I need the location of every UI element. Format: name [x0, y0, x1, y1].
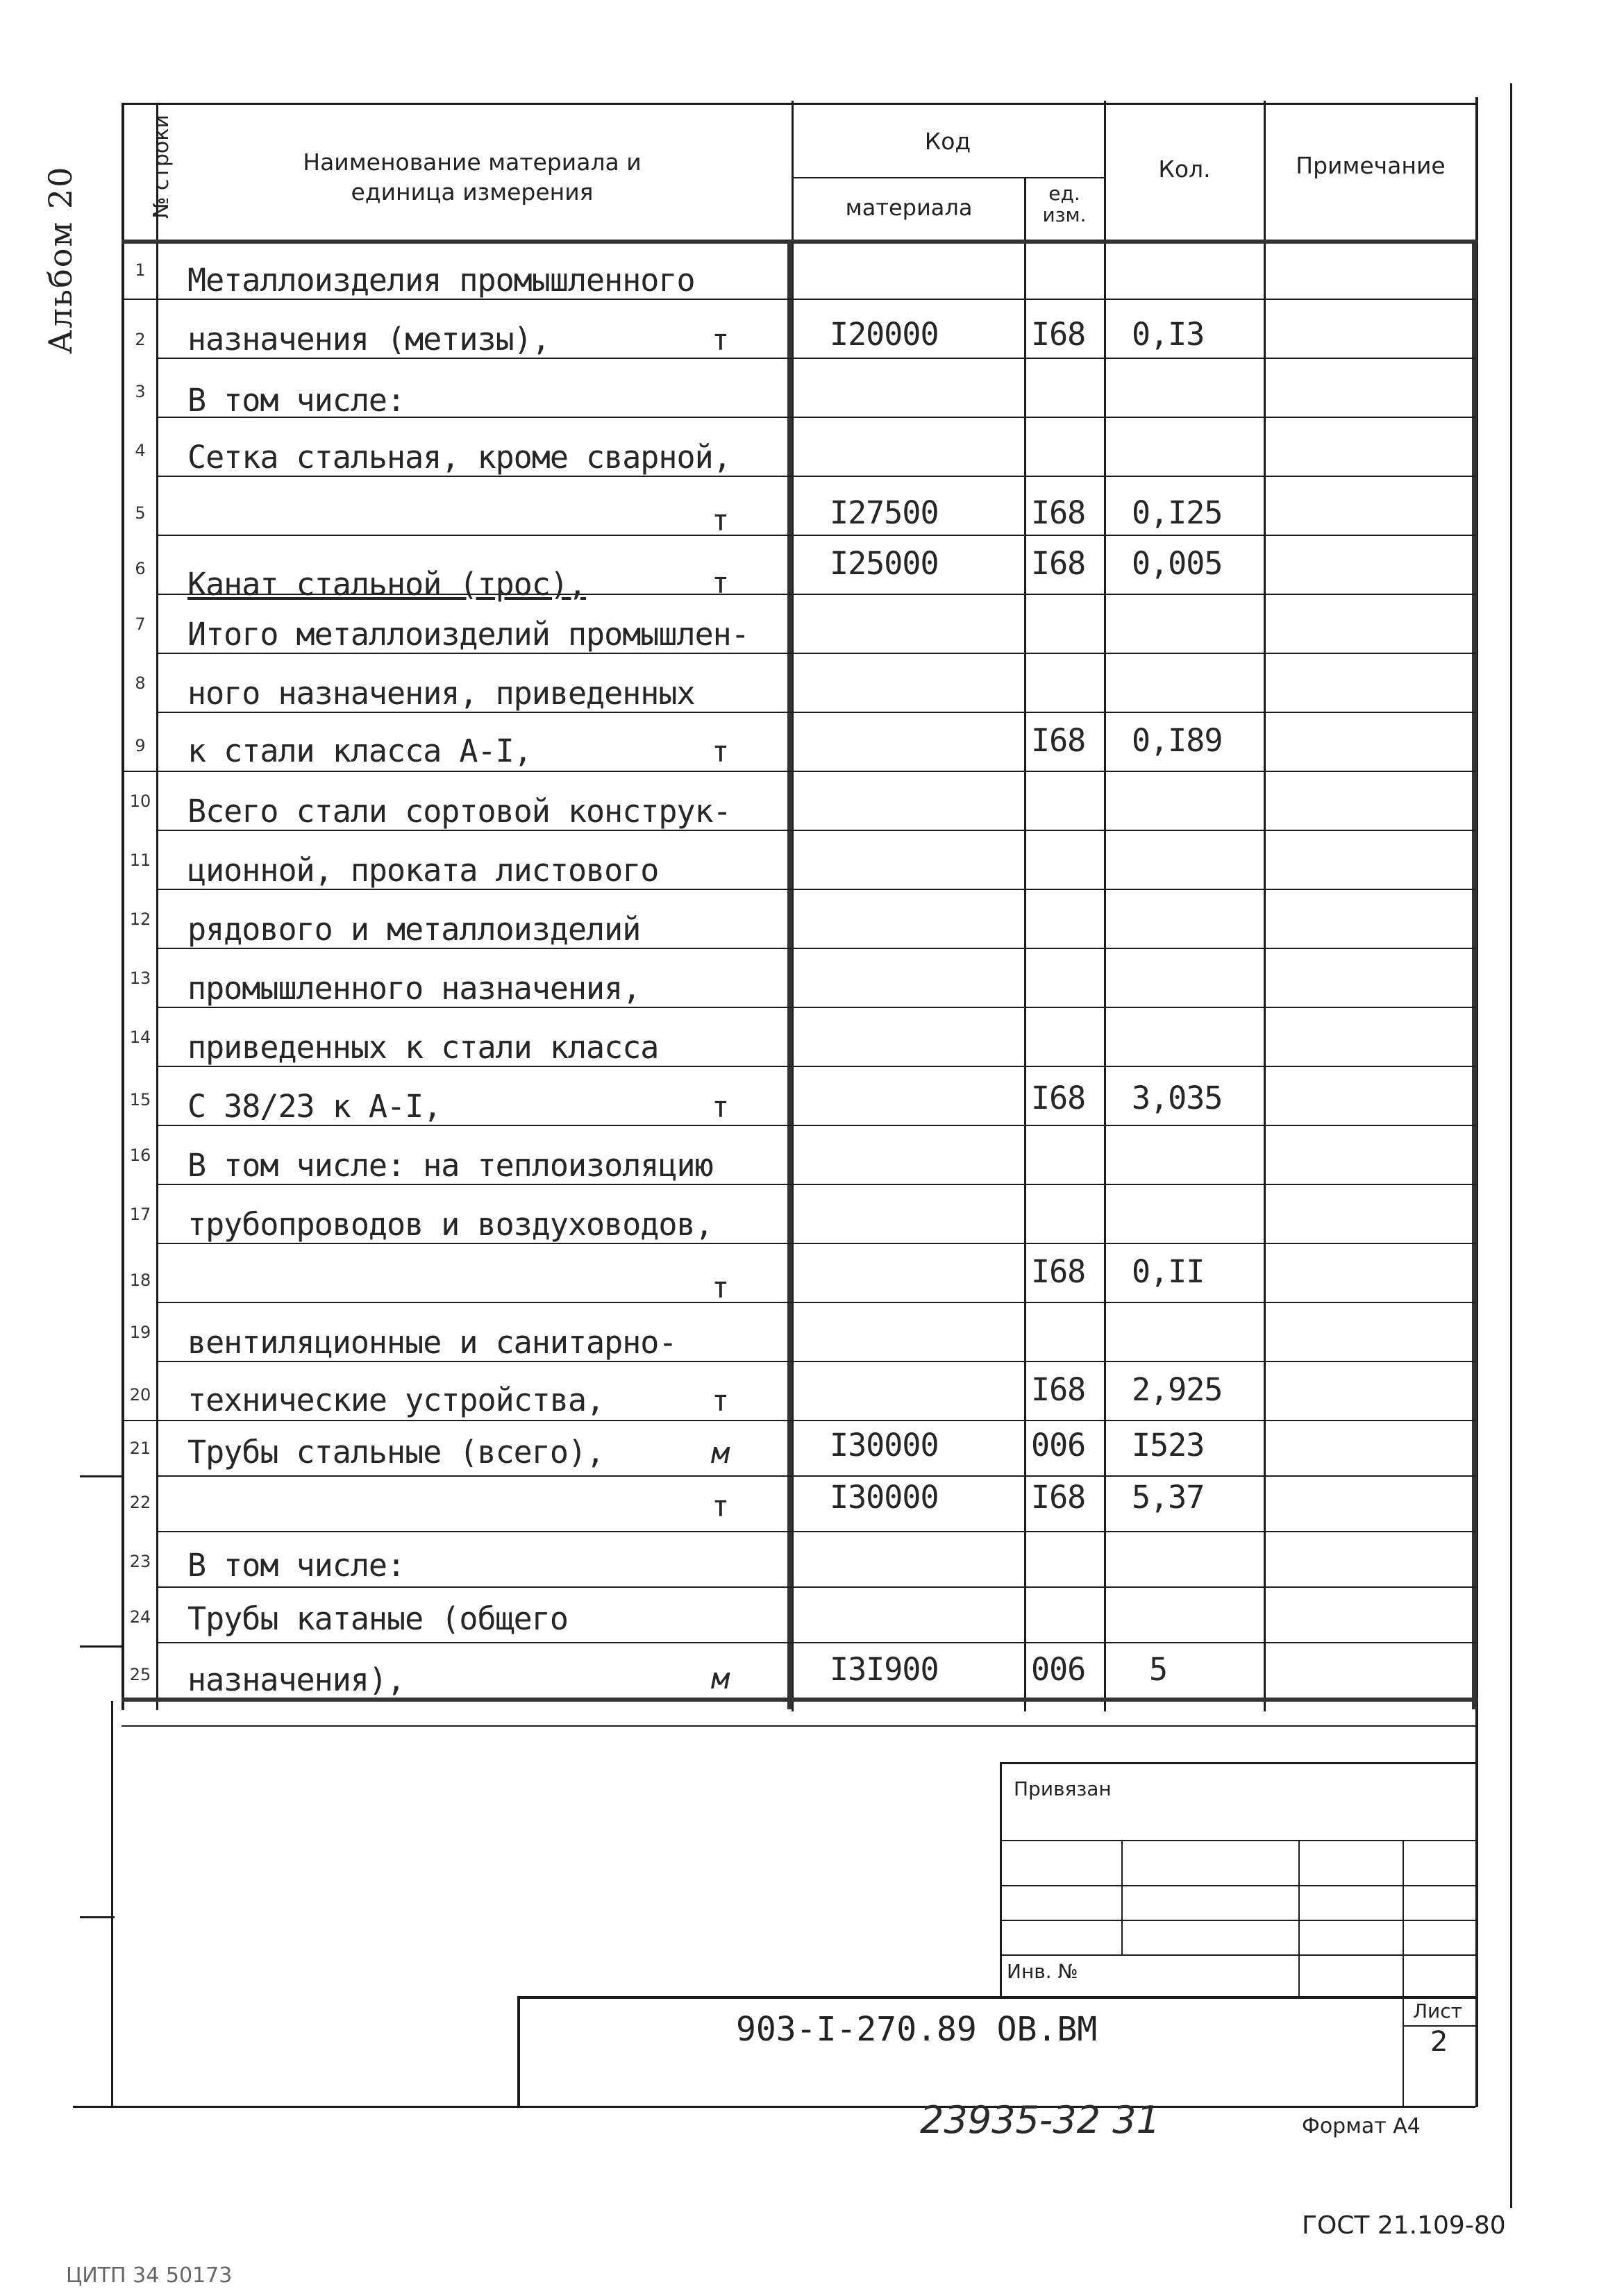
- row-ed: I68: [1031, 1479, 1086, 1516]
- row-number: 19: [129, 1323, 151, 1342]
- row-text: технические устройства,: [187, 1382, 605, 1418]
- row-text: Всего стали сортовой конструк-: [187, 793, 731, 830]
- sheet-label: Лист: [1413, 2000, 1462, 2022]
- album-label: Альбом 20: [42, 165, 79, 354]
- row-text: к стали класса А-I,: [187, 732, 532, 769]
- row-number: 2: [135, 330, 146, 349]
- row-ed: I68: [1031, 316, 1086, 353]
- row-number: 15: [129, 1090, 151, 1109]
- row-qty: 0,II: [1132, 1253, 1205, 1290]
- row-text: В том числе:: [187, 1547, 405, 1584]
- row-text: назначения),: [187, 1661, 405, 1698]
- code-header: Код: [924, 128, 971, 155]
- row-ed: 006: [1031, 1651, 1086, 1688]
- row-number: 18: [129, 1271, 151, 1290]
- row-unit: т: [712, 566, 730, 600]
- row-unit: т: [712, 323, 730, 357]
- row-qty: 3,035: [1132, 1080, 1223, 1116]
- row-number: 21: [129, 1439, 151, 1458]
- row-ed: I68: [1031, 494, 1086, 531]
- row-number: 25: [129, 1665, 151, 1684]
- row-unit: м: [712, 1436, 730, 1470]
- row-ed: 006: [1031, 1427, 1086, 1464]
- row-qty: 0,I3: [1132, 316, 1205, 353]
- row-unit: т: [712, 1489, 730, 1523]
- material-header: материала: [845, 194, 973, 221]
- row-number: 14: [129, 1028, 151, 1047]
- inventory-label: Инв. №: [1007, 1960, 1078, 1983]
- row-code: I27500: [830, 494, 939, 531]
- row-number: 3: [135, 382, 146, 401]
- row-number: 23: [129, 1552, 151, 1571]
- row-text: Металлоизделия промышленного: [187, 262, 695, 299]
- row-qty: I523: [1132, 1427, 1205, 1464]
- row-number: 4: [135, 441, 146, 460]
- row-number: 8: [135, 673, 146, 693]
- row-code: I3I900: [830, 1651, 939, 1688]
- row-number: 9: [135, 736, 146, 755]
- row-number: 12: [129, 910, 151, 929]
- row-text: ного назначения, приведенных: [187, 675, 695, 712]
- row-ed: I68: [1031, 722, 1086, 759]
- row-number: 10: [129, 791, 151, 811]
- row-ed: I68: [1031, 1253, 1086, 1290]
- unit-header-line2: изм.: [1042, 203, 1087, 226]
- row-ed: I68: [1031, 1371, 1086, 1408]
- row-text: Итого металлоизделий промышлен-: [187, 616, 749, 653]
- row-qty: 5: [1149, 1651, 1168, 1688]
- row-code: I20000: [830, 316, 939, 353]
- row-text: С 38/23 к А-I,: [187, 1088, 442, 1125]
- row-code: I25000: [830, 545, 939, 582]
- row-text: Канат стальной (трос),: [187, 566, 587, 603]
- unit-header-line1: ед.: [1048, 182, 1080, 205]
- row-text: Трубы катаные (общего: [187, 1600, 568, 1637]
- row-number: 16: [129, 1146, 151, 1165]
- row-ed: I68: [1031, 545, 1086, 582]
- row-text: промышленного назначения,: [187, 970, 641, 1007]
- row-qty: 5,37: [1132, 1479, 1205, 1516]
- row-code: I30000: [830, 1427, 939, 1464]
- organization-code: ЦИТП 34 50173: [66, 2263, 233, 2288]
- row-text: назначения (метизы),: [187, 321, 550, 358]
- row-text: трубопроводов и воздуховодов,: [187, 1206, 713, 1243]
- document-code: 903-I-270.89 ОВ.ВМ: [736, 2010, 1098, 2049]
- row-number: 6: [135, 559, 146, 578]
- row-number: 5: [135, 503, 146, 523]
- sheet-number: 2: [1430, 2026, 1448, 2058]
- row-text: рядового и металлоизделий: [187, 911, 641, 948]
- row-number: 13: [129, 969, 151, 988]
- row-qty: 0,005: [1132, 545, 1223, 582]
- row-number: 11: [129, 850, 151, 870]
- row-text: вентиляционные и санитарно-: [187, 1324, 677, 1361]
- gost-reference: ГОСТ 21.109-80: [1302, 2211, 1506, 2240]
- row-number-header: № строки: [149, 115, 174, 219]
- qty-header: Кол.: [1158, 156, 1211, 183]
- row-code: I30000: [830, 1479, 939, 1516]
- row-number: 1: [135, 260, 146, 280]
- row-unit: м: [712, 1661, 730, 1695]
- row-text: Трубы стальные (всего),: [187, 1434, 605, 1470]
- row-unit: т: [712, 1384, 730, 1418]
- row-text: В том числе:: [187, 382, 405, 419]
- row-qty: 0,I89: [1132, 722, 1223, 759]
- linked-label: Привязан: [1014, 1777, 1112, 1800]
- row-qty: 0,I25: [1132, 494, 1223, 531]
- row-number: 7: [135, 614, 146, 634]
- row-text: ционной, проката листового: [187, 852, 659, 889]
- note-header: Примечание: [1296, 152, 1446, 179]
- row-unit: т: [712, 503, 730, 537]
- paper-format: Формат А4: [1302, 2114, 1421, 2138]
- row-unit: т: [712, 1271, 730, 1305]
- row-number: 20: [129, 1385, 151, 1405]
- row-unit: т: [712, 1090, 730, 1124]
- row-text: В том числе: на теплоизоляцию: [187, 1147, 713, 1184]
- row-ed: I68: [1031, 1080, 1086, 1116]
- row-number: 17: [129, 1205, 151, 1224]
- name-header-line2: единица измерения: [351, 178, 594, 206]
- row-text: Сетка стальная, кроме сварной,: [187, 439, 731, 476]
- name-header-line1: Наименование материала и: [303, 149, 642, 176]
- row-qty: 2,925: [1132, 1371, 1223, 1408]
- handwritten-number: 23935-32 31: [920, 2098, 1160, 2142]
- row-number: 22: [129, 1493, 151, 1512]
- row-unit: т: [712, 735, 730, 769]
- row-number: 24: [129, 1607, 151, 1627]
- row-text: приведенных к стали класса: [187, 1029, 659, 1066]
